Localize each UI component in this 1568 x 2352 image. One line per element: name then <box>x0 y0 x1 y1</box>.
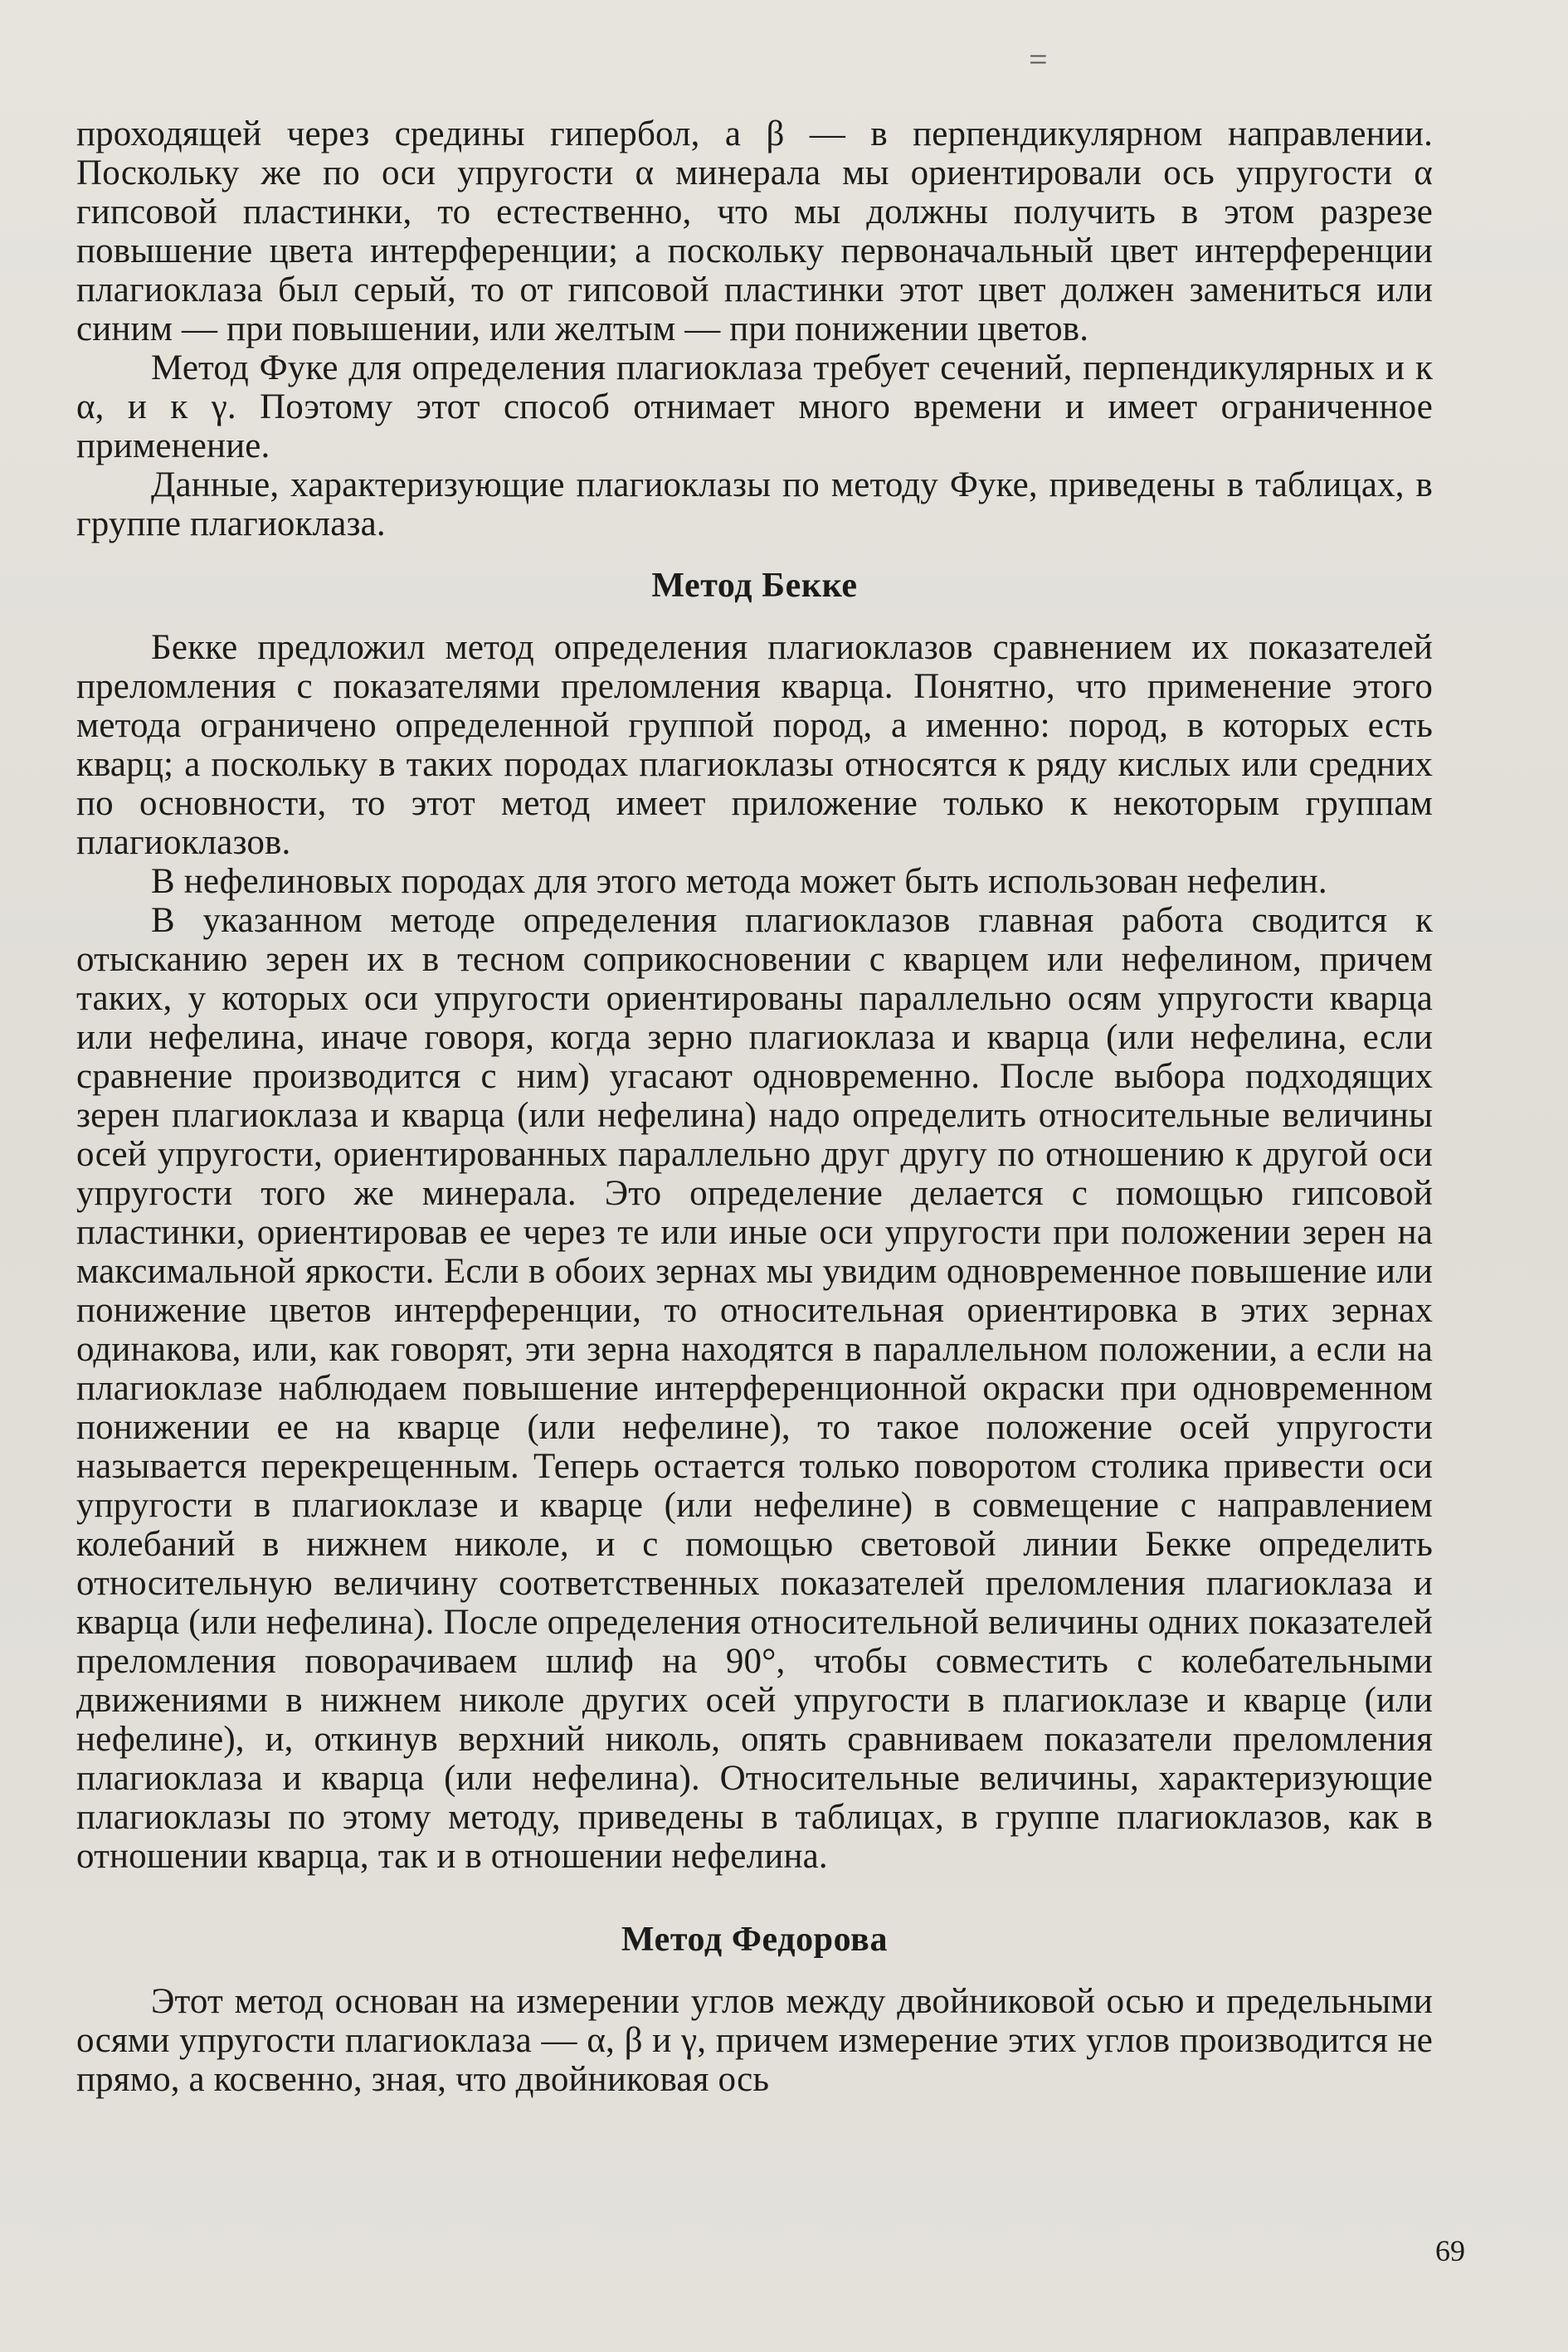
section-heading-becke: Метод Бекке <box>651 567 858 605</box>
paragraph-6: В указанном методе определения плагиоклазов главная работа сводится к отысканию зерен их в тесном соприкосновении с кварцем или нефелином, причем таких, у которых оси упругости ориентированы параллельно осям упругости кварца или нефелина, иначе говоря, когда зерно плагиоклаза и кварца (или нефелина, если сравнение производится с ним) угасают одновременно. После выбора подходящих зерен плагиоклаза и кварца (или нефелина) надо определить относительные величины осей упругости, ориентированных параллельно друг другу по отношению к другой оси упругости того же минерала. Это определение делается с помощью гипсовой пластинки, ориентировав ее через те или иные оси упругости при положении зерен на максимальной яркости. Если в обоих зернах мы увидим одновременное повышение или понижение цветов интерференции, то относительная ориентировка в этих зернах одинакова, или, как говорят, эти зерна находятся в параллельном положении, а если на плагиоклазе наблюдаем повышение интерференционной окраски при одновременном понижении ее на кварце (или нефелине), то такое положение осей упругости называется перекрещенным. Теперь остается только поворотом столика привести оси упругости в плагиоклазе и кварце (или нефелине) в совмещение с направлением колебаний в нижнем николе, и с помощью световой линии Бекке определить относительную величину соответственных показателей преломления плагиоклаза и кварца (или нефелина). После определения относительной величины одних показателей преломления поворачиваем шлиф на 90°, чтобы совместить с колебательными движениями в нижнем николе других осей упругости в плагиоклазе и кварце (или нефелине), и, откинув верхний николь, опять сравниваем показатели преломления плагиоклаза и кварца (или нефелина). Относительные величины, характеризующие плагиоклазы по этому методу, приведены в таблицах, в группе плагиоклазов, как в отношении кварца, так и в отношении нефелина. <box>76 901 1433 1876</box>
paragraph-2: Метод Фуке для определения плагиоклаза требует сечений, перпендикулярных и к α, и к γ. Поэтому этот способ отнимает много времени и имеет ограниченное применение. <box>76 348 1433 465</box>
paragraph-5: В нефелиновых породах для этого метода может быть использован нефелин. <box>151 862 1327 901</box>
page-body <box>76 114 1433 2099</box>
paragraph-1: проходящей через средины гипербол, а β — в перпендикулярном направлении. Поскольку же по оси упругости α минерала мы ориентировали ось упругости α гипсовой пластинки, то естественно, что мы должны получить в этом разрезе повышение цвета интерференции; а поскольку первоначальный цвет интерференции плагиоклаза был серый, то от гипсовой пластинки этот цвет должен замениться или синим — при повышении, или желтым — при понижении цветов. <box>76 114 1433 348</box>
page-number: 69 <box>1435 2234 1465 2267</box>
top-scan-mark: = <box>1029 41 1048 78</box>
paragraph-7: Этот метод основан на измерении углов между двойниковой осью и предельными осями упругости плагиоклаза — α, β и γ, причем измерение этих углов производится не прямо, а косвенно, зная, что двойниковая ось <box>76 1982 1433 2099</box>
section-heading-fedorov: Метод Федорова <box>621 1921 889 1959</box>
paragraph-4: Бекке предложил метод определения плагиоклазов сравнением их показателей преломления с показателями преломления кварца. Понятно, что применение этого метода ограничено определенной группой пород, а именно: пород, в которых есть кварц; а поскольку в таких породах плагиоклазы относятся к ряду кислых или средних по основности, то этот метод имеет приложение только к некоторым группам плагиоклазов. <box>76 628 1433 862</box>
paragraph-3: Данные, характеризующие плагиоклазы по методу Фуке, приведены в таблицах, в группе плагиоклаза. <box>76 465 1433 543</box>
